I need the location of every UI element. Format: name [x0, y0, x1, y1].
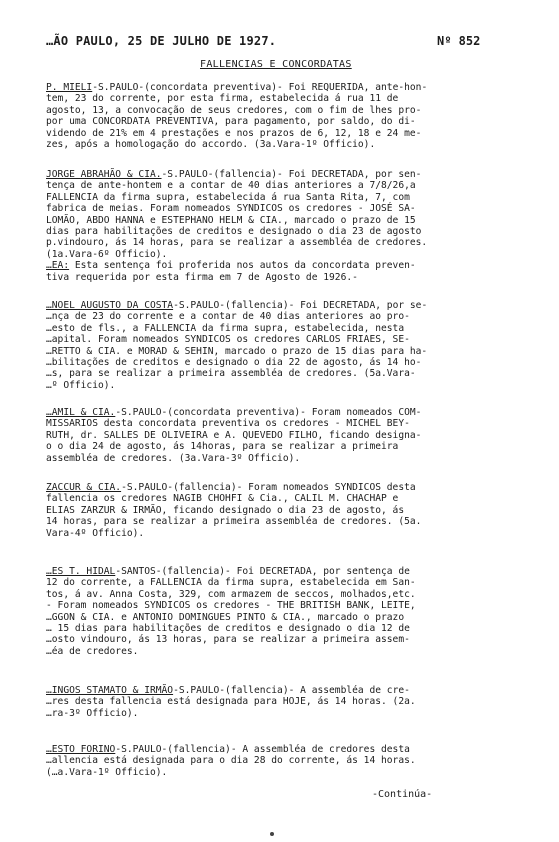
firm-name: JORGE ABRAHÃO & CIA.	[46, 169, 162, 180]
text-line	[46, 346, 516, 357]
line-text: -S.PAULO-(fallencia)- A assembléa de cre-	[173, 685, 410, 696]
text-line	[46, 418, 516, 429]
line-text: tiva requerida por esta firma em 7 de Agosto de 1926.-	[46, 271, 358, 283]
line-text: 14 horas, para se realizar a primeira assembléa de credores. (5a.	[46, 516, 422, 528]
text-line	[46, 311, 516, 322]
notice-entry	[46, 744, 516, 778]
line-text: …º Officio).	[46, 379, 116, 391]
text-line	[46, 237, 516, 248]
line-text: -S.PAULO-(concordata preventiva)- Foram nomeados COM-	[115, 407, 422, 418]
bulletin-number: Nº 852	[437, 34, 481, 48]
text-line	[46, 566, 516, 577]
line-text: …éa de credores.	[46, 645, 139, 657]
text-line	[46, 441, 516, 452]
line-text: …bilitações de creditos e designado o dia 22 de agosto, ás 14 ho-	[46, 356, 422, 368]
line-text: …s, para se realizar a primeira assembléa de credores. (5a.Vara-	[46, 368, 416, 380]
line-text: (…a.Vara-1º Officio).	[46, 766, 168, 778]
line-text: MISSARIOS desta concordata preventiva os credores - MICHEL BEY-	[46, 418, 410, 430]
text-line	[46, 612, 516, 623]
line-text: Vara-4º Officio).	[46, 527, 145, 539]
line-text: …res desta fallencia está designada para HOJE, ás 14 horas. (2a.	[46, 696, 416, 708]
line-text: -S.PAULO-(fallencia)- Foi DECRETADA, por sen-	[161, 169, 422, 180]
notice-entry	[46, 407, 516, 464]
line-text: …esto de fls., a FALLENCIA da firma supra, estabelecida, nesta	[46, 322, 405, 334]
notice-entry	[46, 300, 516, 391]
notice-entry	[46, 482, 516, 539]
text-line	[46, 634, 516, 645]
text-line	[46, 685, 516, 696]
text-line	[46, 82, 516, 93]
line-text: FALLENCIA da firma supra, estabelecida á rua Santa Rita, 7, com	[46, 191, 410, 203]
section-title: FALLENCIAS E CONCORDATAS	[200, 59, 352, 70]
text-line	[46, 249, 516, 260]
text-line	[46, 169, 516, 180]
text-line	[46, 505, 516, 516]
text-line	[46, 105, 516, 116]
line-text: fabrica de meias. Foram nomeados SYNDICOS os credores - JOSÉ SA-	[46, 203, 416, 215]
text-line	[46, 516, 516, 527]
notice-entry	[46, 685, 516, 719]
line-text: -S.PAULO-(fallencia)- Foi DECRETADA, por se-	[173, 300, 428, 311]
text-line	[46, 696, 516, 707]
text-line	[46, 493, 516, 504]
line-text: p.vindouro, ás 14 horas, para se realizar a assembléa de credores.	[46, 237, 428, 249]
line-text: LOMÃO, ABDO HANNA e ESTEPHANO HELM & CIA., marcado o prazo de 15	[46, 214, 416, 226]
firm-name: P. MIELI	[46, 82, 93, 93]
line-text: - Foram nomeados SYNDICOS os credores - THE BRITISH BANK, LEITE,	[46, 600, 416, 612]
text-line	[46, 226, 516, 237]
text-line	[46, 300, 516, 311]
header-date: …ÃO PAULO, 25 DE JULHO DE 1927.	[46, 34, 277, 48]
line-text: …RETTO & CIA. e MORAD & SEHIN, marcado o prazo de 15 dias para ha-	[46, 345, 428, 357]
text-line	[46, 577, 516, 588]
text-line	[46, 368, 516, 379]
line-text: RUTH, dr. SALLES DE OLIVEIRA e A. QUEVEDO FILHO, ficando designa-	[46, 429, 422, 441]
text-line	[46, 623, 516, 634]
line-text: tos, á av. Anna Costa, 329, com armazem de seccos, molhados,etc.	[46, 588, 416, 600]
text-line	[46, 744, 516, 755]
text-line	[46, 215, 516, 226]
firm-name: ZACCUR & CIA.	[46, 482, 122, 493]
text-line	[46, 139, 516, 150]
line-text: videndo de 21% em 4 prestações e nos prazos de 6, 12, 18 e 24 me-	[46, 127, 422, 139]
text-line	[46, 482, 516, 493]
firm-name: …EA:	[46, 260, 70, 272]
text-line	[46, 708, 516, 719]
notice-entry	[46, 82, 516, 150]
line-text: …apital. Foram nomeados SYNDICOS os credores CARLOS FRIAES, SE-	[46, 334, 410, 346]
notice-entry	[46, 566, 516, 657]
text-line	[46, 272, 516, 283]
page-dot-mark	[270, 832, 274, 836]
text-line	[46, 528, 516, 539]
text-line	[46, 128, 516, 139]
line-text: …nça de 23 do corrente e a contar de 40 dias anteriores ao pro-	[46, 311, 410, 323]
text-line	[46, 192, 516, 203]
text-line	[46, 180, 516, 191]
line-text: tença de ante-hontem e a contar de 40 dias anteriores a 7/8/26,a	[46, 180, 416, 192]
line-text: ELIAS ZARZUR & IRMÃO, ficando designado o dia 23 de agosto, ás	[46, 504, 405, 516]
line-text: -SANTOS-(fallencia)- Foi DECRETADA, por sentença de	[115, 566, 410, 577]
text-line	[46, 260, 516, 271]
line-text: o o dia 24 de agosto, ás 14horas, para se realizar a primeira	[46, 441, 399, 453]
line-text: Esta sentença foi proferida nos autos da concordata preven-	[69, 260, 416, 272]
line-text: fallencia os credores NAGIB CHOHFI & Cia., CALIL M. CHACHAP e	[46, 493, 399, 505]
firm-name: …ESTO FORINO	[46, 744, 116, 755]
text-line	[46, 767, 516, 778]
line-text: …ra-3º Officio).	[46, 707, 139, 719]
text-line	[46, 323, 516, 334]
line-text: -S.PAULO-(concordata preventiva)- Foi REQUERIDA, ante-hon-	[92, 82, 428, 93]
text-line	[46, 589, 516, 600]
line-text: -S.PAULO-(fallencia)- Foram nomeados SYNDICOS desta	[121, 482, 416, 493]
text-line	[46, 646, 516, 657]
text-line	[46, 600, 516, 611]
text-line	[46, 334, 516, 345]
text-line	[46, 407, 516, 418]
text-line	[46, 203, 516, 214]
firm-name: …ES T. HIDAL	[46, 566, 116, 577]
firm-name: …NOEL AUGUSTO DA COSTA	[46, 300, 174, 311]
text-line	[46, 93, 516, 104]
firm-name: …INGOS STAMATO & IRMÃO	[46, 685, 174, 696]
text-line	[46, 755, 516, 766]
text-line	[46, 357, 516, 368]
line-text: agosto, 13, a convocação de seus credores, com o fim de lhes pro-	[46, 104, 422, 116]
continues-note: -Continúa-	[372, 789, 433, 800]
firm-name: …AMIL & CIA.	[46, 407, 116, 418]
line-text: assembléa de credores. (3a.Vara-3º Officio).	[46, 452, 301, 464]
notice-entry	[46, 169, 516, 283]
line-text: …osto vindouro, ás 13 horas, para se realizar a primeira assem-	[46, 634, 410, 646]
line-text: zes, após a homologação do accordo. (3a.Vara-1º Officio).	[46, 138, 376, 150]
line-text: …allencia está designada para o dia 28 do corrente, ás 14 horas.	[46, 755, 416, 767]
line-text: por uma CONCORDATA PREVENTIVA, para pagamento, por saldo, do di-	[46, 116, 416, 128]
line-text: (1a.Vara-6º Officio).	[46, 248, 168, 260]
text-line	[46, 453, 516, 464]
line-text: 12 do corrente, a FALLENCIA da firma supra, estabelecida em San-	[46, 577, 416, 589]
line-text: dias para habilitações de creditos e designado o dia 23 de agosto	[46, 225, 422, 237]
text-line	[46, 116, 516, 127]
line-text: …GGON & CIA. e ANTONIO DOMINGUES PINTO & CIA., marcado o prazo	[46, 611, 405, 623]
text-line	[46, 380, 516, 391]
line-text: tem, 23 do corrente, por esta firma, estabelecida á rua 11 de	[46, 93, 399, 105]
text-line	[46, 430, 516, 441]
line-text: … 15 dias para habilitações de creditos e designado o dia 12 de	[46, 622, 410, 634]
line-text: -S.PAULO-(fallencia)- A assembléa de credores desta	[115, 744, 410, 755]
